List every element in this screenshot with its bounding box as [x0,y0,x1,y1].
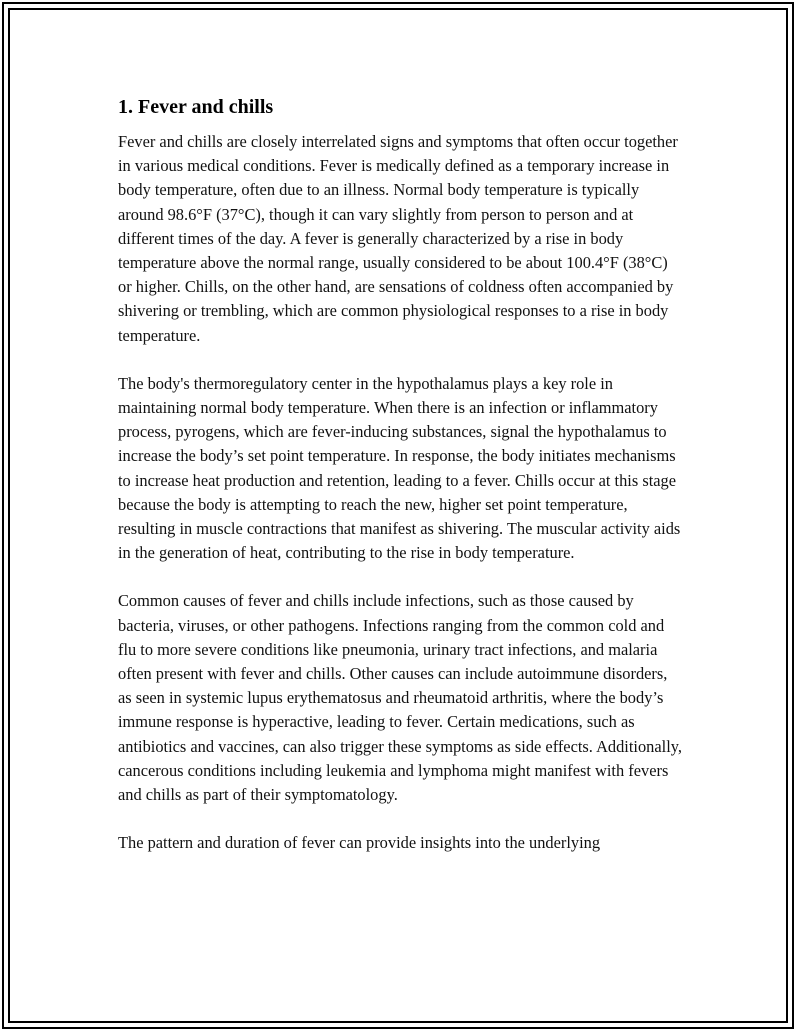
paragraph-1: Fever and chills are closely interrelated signs and symptoms that often occur together in various medical conditions. Fever is medically defined as a temporary increase in body temperature, often due to an illness. Normal body temperature is typically around 98.6°F (37°C), though it can vary slightly from person to person and at different times of the day. A fever is generally characterized by a rise in body temperature above the normal range, usually considered to be about 100.4°F (38°C) or higher. Chills, on the other hand, are sensations of coldness often accompanied by shivering or trembling, which are common physiological responses to a rise in body temperature. [118,132,678,345]
paragraph-4: The pattern and duration of fever can provide insights into the underlying [118,833,601,853]
paragraph-3: Common causes of fever and chills include infections, such as those caused by bacteria, viruses, or other pathogens. Infections ranging from the common cold and flu to more severe conditions like pneumonia, urinary tract infections, and malaria often present with fever and chills. Other causes can include autoimmune disorders, as seen in systemic lupus erythematosus and rheumatoid arthritis, where the body’s immune response is hyperactive, leading to fever. Certain medications, such as antibiotics and vaccines, can also trigger these symptoms as side effects. Additionally, cancerous conditions including leukemia and lymphoma might manifest with fevers and chills as part of their symptomatology. [118,591,682,805]
document-body [118,94,684,855]
section-title: 1. Fever and chills [118,96,274,118]
paragraph-2: The body's thermoregulatory center in the hypothalamus plays a key role in maintaining normal body temperature. When there is an infection or inflammatory process, pyrogens, which are fever-inducing substances, signal the hypothalamus to increase the body’s set point temperature. In response, the body initiates mechanisms to increase heat production and retention, leading to a fever. Chills occur at this stage because the body is attempting to reach the new, higher set point temperature, resulting in muscle contractions that manifest as shivering. The muscular activity aids in the generation of heat, contributing to the rise in body temperature. [118,373,681,563]
